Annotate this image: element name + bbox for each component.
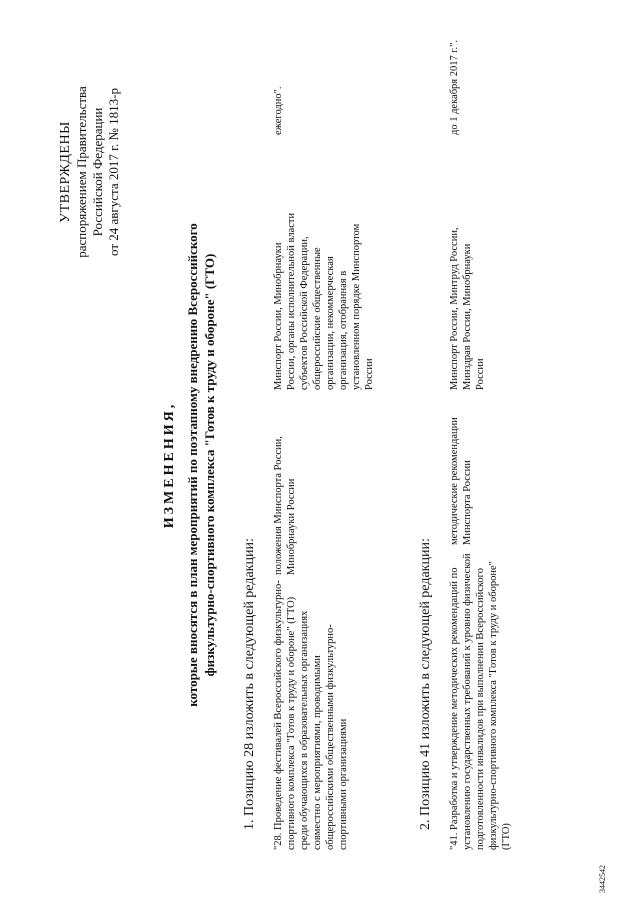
result-text: положения Минспорта России, Минобрнауки России bbox=[273, 436, 297, 575]
title-line: физкультурно-спортивного комплекса "Готов к труду и обороне" (ГТО) bbox=[202, 253, 217, 677]
activity-text: "41. Разработка и утверждение методических рекомендаций по установлению государственных требований к уровню физической подготовленности инвалидов при выполнении Всероссийского физкультурно-спортивного комплекса "Готов к труду и обороне" (ГТО) bbox=[449, 553, 512, 850]
approval-line: Российской Федерации bbox=[90, 107, 105, 237]
result-text: методические рекомендации Минспорта России bbox=[449, 417, 473, 545]
executors-text: Минспорт России, Минтруд России, Минздрав России, Минобрнауки России bbox=[449, 227, 486, 390]
item-heading: 2. Позицию 41 изложить в следующей редакции: bbox=[418, 538, 433, 830]
title-main: ИЗМЕНЕНИЯ, bbox=[162, 401, 177, 529]
activity-text: "28. Проведение фестивалей Всероссийского физкультурно-спортивного комплекса "Готов к труду и обороне" (ГТО) среди обучающихся в образовательных организациях совместно с мероприятиями, проводимыми общероссийскими общественными физкультурно-спортивными организациями bbox=[273, 580, 349, 850]
document-title bbox=[162, 135, 218, 795]
title-line: которые вносятся в план мероприятий по поэтапному внедрению Всероссийского bbox=[185, 223, 200, 707]
approval-line: от 24 августа 2017 г. № 1813-р bbox=[106, 88, 121, 256]
deadline-text: ежегодно". bbox=[273, 86, 284, 135]
deadline-text: до 1 декабря 2017 г.". bbox=[449, 39, 460, 135]
approval-block bbox=[58, 37, 122, 307]
document-number: 3442542 bbox=[598, 865, 607, 893]
approval-heading: УТВЕРЖДЕНЫ bbox=[58, 121, 73, 223]
item-heading: 1. Позицию 28 изложить в следующей редакции: bbox=[242, 538, 257, 830]
executors-text: Минспорт России, Минобрнауки России, органы исполнительной власти субъектов Российской Федерации, общероссийские общественные организации, некоммерческая организация, отобранная в установленном порядке Минспортом России bbox=[273, 212, 375, 390]
approval-line: распоряжением Правительства bbox=[74, 86, 89, 258]
